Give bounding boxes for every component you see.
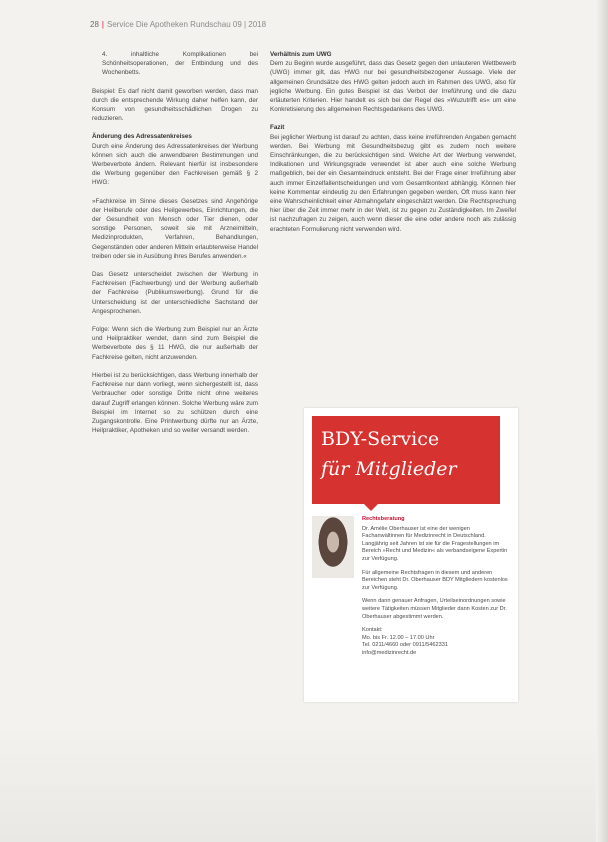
contact-phone: Tel. 0211/4660 oder 0911/5462331 — [362, 642, 448, 649]
fachwerbung-paragraph: Das Gesetz unterscheidet zwischen der Werbung in Fachkreisen (Fachwerbung) und der Werbung außerhalb der Fachkreise (Publikumswerbung). Grund für die Unterscheidung ist der unterschiedliche Sachstand der Angesprochenen. — [92, 271, 258, 315]
fazit-paragraph: Bei jeglicher Werbung ist darauf zu achten, dass keine irreführenden Angaben gemacht werden. Bei Werbung mit Gesundheitsbezug gibt es zudem noch weitere Einschränkungen, die zu berücksichtigen sind. Welche Art der Werbung verwendet, Indikationen und Wirkungsgrade verwendet ist aber auch eine solche Werbung maßgeblich, bei der ein Gesamteindruck entsteht. Bei der Frage einer Irreführung aber auch immer Einzelfallentscheidungen und vom Gesamtkontext abhängig. Können hier keine Kommentar eindeutig zu den Erfahrungen gegeben werden, Oft muss kann hier eine Wahrscheinlichkeit einer Abmahngefahr eingeschätzt werden. Die Rechtsprechung hier über die Zeit immer mehr in der Welt, ist zu gegen zu Zuständigkeiten. Im Zweifel ist nachzufragen zu zeigen, auch wenn dieser die eine oder andere noch als zulässig erachteten Formulierung nicht verwenden wird. — [270, 133, 516, 233]
service-box — [304, 408, 518, 702]
avatar — [312, 516, 354, 578]
service-title-line2: für Mitglieder — [321, 458, 457, 480]
banner-pointer — [364, 504, 378, 511]
page-edge-shadow — [596, 0, 608, 842]
service-paragraph-2: Für allgemeine Rechtsfragen in diesem und anderen Bereichen steht Dr. Oberhauser BDY Mitgliedern kostenlos zur Verfügung. — [362, 569, 508, 591]
page-bottom-shading — [0, 722, 608, 842]
service-intro: Dr. Amélie Oberhauser ist eine der wenigen Fachanwältinnen für Medizinrecht in Deutschland. Langjährig seit Jahren ist sie für die Fragestellungen im Bereich »Recht und Medizin« als verbandseigene Expertin zur Verfügung. — [362, 525, 508, 562]
service-banner — [312, 416, 500, 504]
header-separator: | — [101, 20, 104, 29]
right-column — [270, 50, 516, 243]
adressat-paragraph: Durch eine Änderung des Adressatenkreises der Werbung können sich auch die anwendbaren Bestimmungen und Werbeverbote ändern. Relevant hierfür ist insbesondere die Werbung gegenüber den Fachkreisen gemäß § 2 HWG: — [92, 142, 258, 187]
heading-fazit: Fazit — [270, 124, 285, 132]
list-item-4: 4. inhaltliche Komplikationen bei Schönheitsoperationen, der Entbindung und des Wochenbetts. — [102, 51, 258, 77]
service-paragraph-3: Wenn dann genauer Anfragen, Urteilseinordnungen sowie weitere Tätigkeiten müssen Mitglieder dann Kosten zur Dr. Oberhauser abgestimmt werden. — [362, 598, 507, 620]
heading-adressatenkreis: Änderung des Adressatenkreises — [92, 133, 192, 141]
uwg-paragraph: Dem zu Beginn wurde ausgeführt, dass das Gesetz gegen den unlauteren Wettbewerb (UWG) immer gilt, das HWG nur bei gesundheitsbezogener Aussage. Viele der allgemeinen Grundsätze des HWG gelten jedoch auch im Rahmen des UWG, also für jegliche Werbung. Ein gutes Beispiel ist das Verbot der Irreführung und die dazu erläuterten Kriterien. Hier handelt es sich bei der Regel des »Wuzutrifft es« um eine Konkretisierung des allgemeinen Rechtsgedankens des UWG. — [270, 60, 516, 114]
service-section-label: Rechtsberatung — [362, 516, 405, 522]
example-paragraph: Beispiel: Es darf nicht damit geworben werden, dass man durch die entsprechende Wirkung daher helfen kann, der Konsum von gesundheitsschädlichen Drogen zu reduzieren. — [92, 87, 258, 123]
contact-label: Kontakt: — [362, 627, 383, 634]
folge-paragraph: Folge: Wenn sich die Werbung zum Beispiel nur an Ärzte und Heilpraktiker wendet, dann sind zum Beispiel die Werbeverbote des § 11 HWG, die nur außerhalb der Fachkreise gelten, nicht anzuwenden. — [92, 326, 258, 361]
service-body — [362, 516, 510, 658]
service-title-line1: BDY-Service — [321, 428, 440, 450]
header-section: Service — [106, 20, 134, 29]
heading-uwg: Verhältnis zum UWG — [270, 51, 332, 58]
hinweis-paragraph: Hierbei ist zu berücksichtigen, dass Werbung innerhalb der Fachkreise nur dann vorliegt, wenn sichergestellt ist, dass Verbraucher oder sonstige Dritte nicht ohne weiteres darauf Zugriff erlangen können. Solche Werbung wäre zum Beispiel im Internet so zu schützen durch eine Zugangskontrolle. Eine Printwerbung dürfte nur an Ärzte, Heilpraktiker, Apotheken und so weiter versandt werden. — [92, 371, 258, 435]
hwg-quote: »Fachkreise im Sinne dieses Gesetzes sind Angehörige der Heilberufe oder des Heilgewerbes, Einrichtungen, die der Gesundheit von Mensch oder Tier dienen, oder sonstige Personen, soweit sie mit Arzneimitteln, Medizinprodukten, Verfahren, Behandlungen, Gegenständen oder anderen Mitteln erlaubterweise Handel treiben oder sie in Ausübung ihres Berufes anwenden.« — [92, 197, 258, 260]
header-publication: Die Apotheken Rundschau 09 | 2018 — [135, 20, 267, 29]
running-header — [90, 20, 266, 29]
contact-email[interactable]: info@medizinrecht.de — [362, 649, 417, 656]
left-column — [92, 50, 258, 444]
page-number: 28 — [90, 20, 99, 29]
contact-hours: Mo. bis Fr. 12.00 – 17.00 Uhr — [362, 634, 435, 641]
